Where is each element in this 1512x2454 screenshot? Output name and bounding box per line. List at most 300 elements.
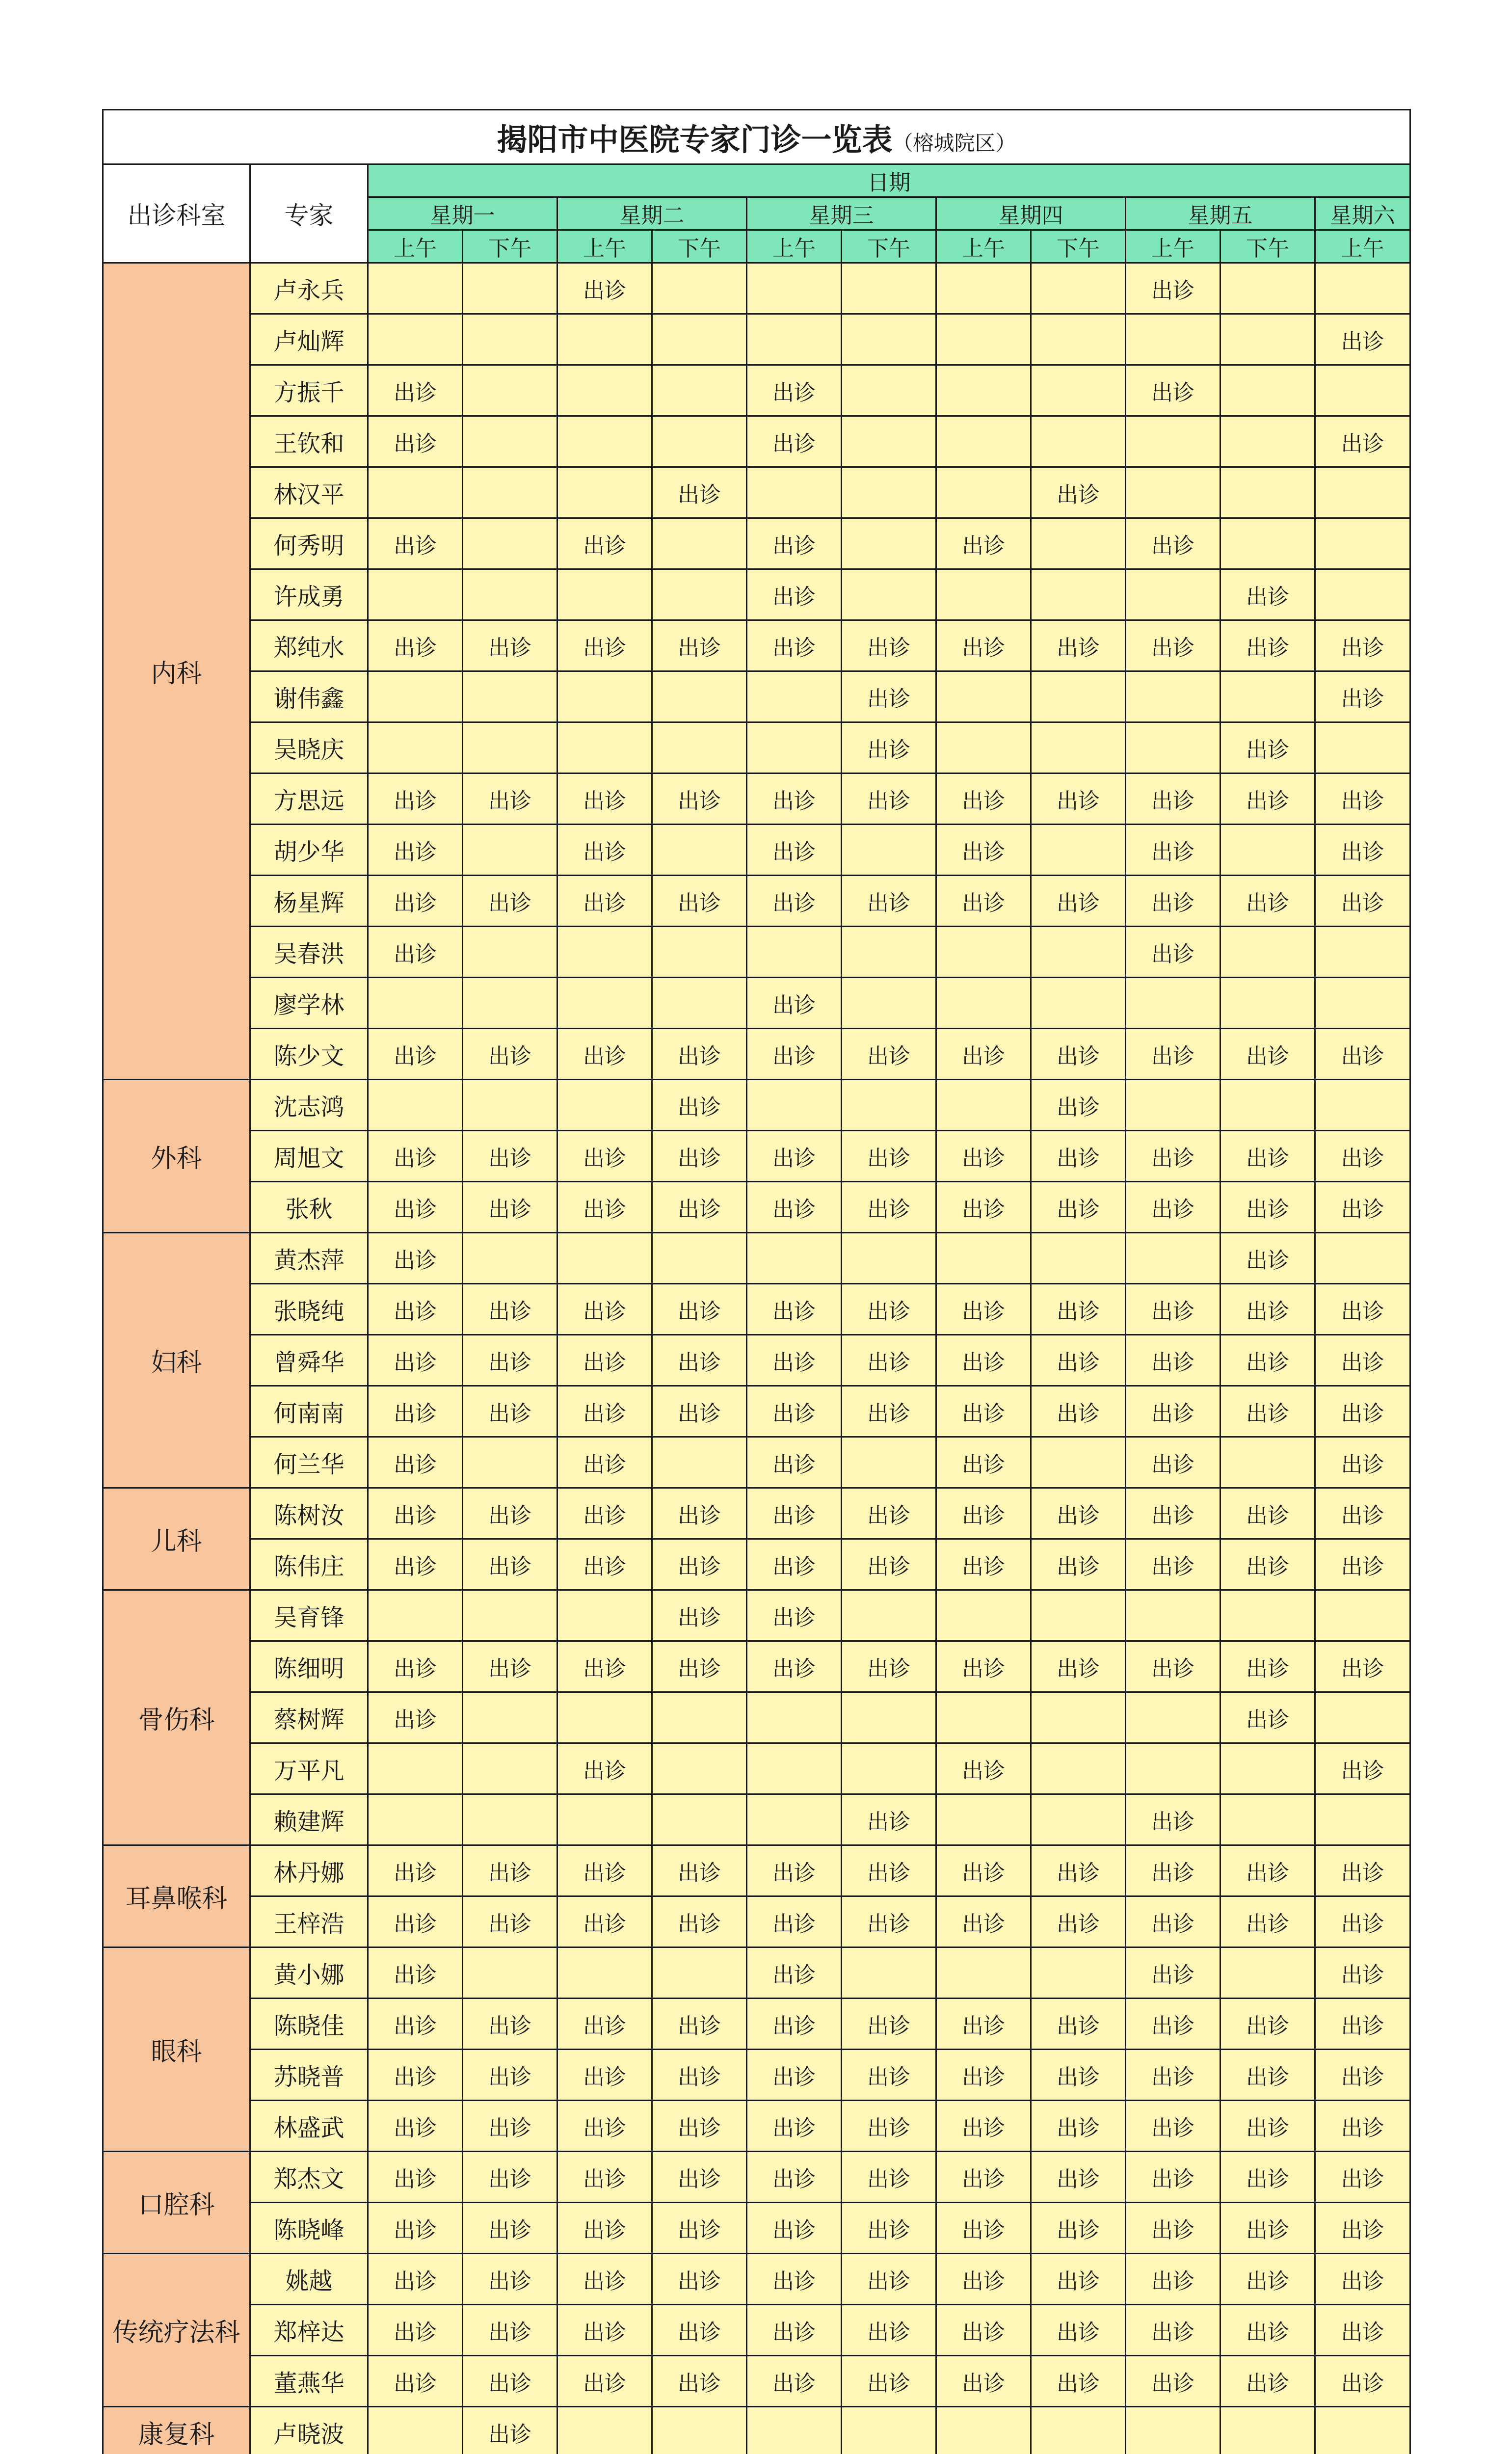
schedule-cell xyxy=(1126,1233,1220,1284)
schedule-cell xyxy=(652,978,747,1029)
schedule-cell: 出诊 xyxy=(652,2152,747,2203)
schedule-cell: 出诊 xyxy=(1126,2050,1220,2101)
schedule-cell: 出诊 xyxy=(1315,2356,1410,2407)
schedule-cell xyxy=(368,1794,463,1845)
schedule-cell: 出诊 xyxy=(557,1182,652,1233)
schedule-cell: 出诊 xyxy=(936,1029,1031,1080)
schedule-cell: 出诊 xyxy=(463,1182,557,1233)
schedule-cell: 出诊 xyxy=(557,1029,652,1080)
schedule-cell xyxy=(1031,671,1126,722)
schedule-cell xyxy=(1220,825,1315,876)
schedule-cell xyxy=(652,1743,747,1794)
table-row xyxy=(103,314,1410,365)
schedule-cell: 出诊 xyxy=(936,2101,1031,2152)
doctor-name-cell: 吴春洪 xyxy=(250,927,368,978)
doctor-name-cell: 卢晓波 xyxy=(250,2407,368,2454)
day-header-sat: 星期六 xyxy=(1315,197,1410,230)
schedule-cell: 出诊 xyxy=(463,1641,557,1692)
schedule-cell: 出诊 xyxy=(1126,518,1220,569)
schedule-cell: 出诊 xyxy=(1315,1743,1410,1794)
table-row xyxy=(103,1029,1410,1080)
schedule-cell xyxy=(368,722,463,774)
table-row xyxy=(103,2050,1410,2101)
schedule-cell: 出诊 xyxy=(463,1131,557,1182)
schedule-cell: 出诊 xyxy=(1126,825,1220,876)
schedule-cell: 出诊 xyxy=(557,1999,652,2050)
schedule-cell: 出诊 xyxy=(842,876,936,927)
table-row xyxy=(103,1233,1410,1284)
schedule-cell: 出诊 xyxy=(1031,1029,1126,1080)
schedule-cell xyxy=(842,569,936,620)
schedule-cell xyxy=(463,569,557,620)
day-header-wed: 星期三 xyxy=(747,197,936,230)
schedule-cell: 出诊 xyxy=(1315,1539,1410,1590)
schedule-cell xyxy=(557,1947,652,1999)
schedule-cell xyxy=(842,1947,936,1999)
schedule-cell: 出诊 xyxy=(1126,1488,1220,1539)
schedule-cell: 出诊 xyxy=(557,1284,652,1335)
schedule-cell xyxy=(1031,722,1126,774)
table-row xyxy=(103,2356,1410,2407)
table-row xyxy=(103,1080,1410,1131)
am-header: 上午 xyxy=(368,230,463,263)
doctor-name-cell: 郑梓达 xyxy=(250,2305,368,2356)
schedule-cell: 出诊 xyxy=(1220,876,1315,927)
schedule-cell: 出诊 xyxy=(368,2305,463,2356)
schedule-cell xyxy=(1031,1692,1126,1743)
schedule-cell xyxy=(1126,1743,1220,1794)
schedule-cell: 出诊 xyxy=(463,1284,557,1335)
schedule-cell xyxy=(1315,927,1410,978)
schedule-cell: 出诊 xyxy=(368,2101,463,2152)
schedule-cell xyxy=(557,671,652,722)
schedule-cell: 出诊 xyxy=(557,2254,652,2305)
table-row xyxy=(103,774,1410,825)
schedule-cell xyxy=(1220,2407,1315,2454)
pm-header: 下午 xyxy=(1031,230,1126,263)
schedule-cell: 出诊 xyxy=(1031,876,1126,927)
schedule-cell xyxy=(747,314,842,365)
schedule-cell: 出诊 xyxy=(368,1845,463,1896)
schedule-cell xyxy=(936,569,1031,620)
table-row xyxy=(103,1590,1410,1641)
schedule-cell xyxy=(463,518,557,569)
schedule-cell: 出诊 xyxy=(842,2254,936,2305)
schedule-cell xyxy=(463,927,557,978)
schedule-cell: 出诊 xyxy=(842,2305,936,2356)
schedule-cell: 出诊 xyxy=(936,2305,1031,2356)
schedule-cell: 出诊 xyxy=(747,1386,842,1437)
schedule-cell: 出诊 xyxy=(368,1539,463,1590)
schedule-cell: 出诊 xyxy=(842,1539,936,1590)
doctor-name-cell: 廖学林 xyxy=(250,978,368,1029)
schedule-cell: 出诊 xyxy=(368,825,463,876)
schedule-cell xyxy=(747,1233,842,1284)
doctor-name-cell: 林丹娜 xyxy=(250,1845,368,1896)
schedule-cell xyxy=(463,722,557,774)
table-row xyxy=(103,1896,1410,1947)
schedule-cell: 出诊 xyxy=(1031,2050,1126,2101)
schedule-cell xyxy=(652,518,747,569)
schedule-cell: 出诊 xyxy=(936,1335,1031,1386)
schedule-cell xyxy=(1031,2407,1126,2454)
schedule-cell: 出诊 xyxy=(463,2356,557,2407)
doctor-name-cell: 沈志鸿 xyxy=(250,1080,368,1131)
schedule-cell xyxy=(842,467,936,518)
doctor-name-cell: 林汉平 xyxy=(250,467,368,518)
schedule-cell: 出诊 xyxy=(652,1999,747,2050)
schedule-cell xyxy=(1220,263,1315,314)
schedule-cell xyxy=(368,467,463,518)
table-row xyxy=(103,978,1410,1029)
schedule-cell xyxy=(842,1080,936,1131)
schedule-cell xyxy=(1315,1692,1410,1743)
schedule-cell: 出诊 xyxy=(1315,1488,1410,1539)
schedule-cell: 出诊 xyxy=(652,1029,747,1080)
schedule-cell: 出诊 xyxy=(652,620,747,671)
schedule-cell: 出诊 xyxy=(842,722,936,774)
table-row xyxy=(103,671,1410,722)
doctor-name-cell: 何兰华 xyxy=(250,1437,368,1488)
schedule-cell: 出诊 xyxy=(936,2152,1031,2203)
schedule-cell: 出诊 xyxy=(1220,1182,1315,1233)
schedule-cell xyxy=(842,416,936,467)
schedule-cell: 出诊 xyxy=(368,2254,463,2305)
schedule-cell: 出诊 xyxy=(842,1999,936,2050)
schedule-cell: 出诊 xyxy=(747,876,842,927)
schedule-cell: 出诊 xyxy=(1031,2101,1126,2152)
schedule-cell: 出诊 xyxy=(936,1386,1031,1437)
table-row xyxy=(103,1845,1410,1896)
doctor-name-cell: 陈伟庄 xyxy=(250,1539,368,1590)
schedule-cell: 出诊 xyxy=(842,1335,936,1386)
schedule-cell: 出诊 xyxy=(936,1845,1031,1896)
schedule-cell: 出诊 xyxy=(368,876,463,927)
schedule-cell: 出诊 xyxy=(1220,569,1315,620)
schedule-cell: 出诊 xyxy=(652,2254,747,2305)
schedule-cell xyxy=(557,1080,652,1131)
schedule-cell: 出诊 xyxy=(1126,1437,1220,1488)
schedule-cell xyxy=(368,569,463,620)
schedule-cell xyxy=(1031,1590,1126,1641)
day-header-thu: 星期四 xyxy=(936,197,1126,230)
schedule-cell: 出诊 xyxy=(463,1896,557,1947)
table-row xyxy=(103,2101,1410,2152)
schedule-cell: 出诊 xyxy=(463,1539,557,1590)
schedule-cell xyxy=(936,1233,1031,1284)
day-header-tue: 星期二 xyxy=(557,197,747,230)
schedule-cell: 出诊 xyxy=(463,1845,557,1896)
schedule-cell: 出诊 xyxy=(368,1692,463,1743)
schedule-cell: 出诊 xyxy=(936,876,1031,927)
schedule-cell xyxy=(936,365,1031,416)
schedule-cell: 出诊 xyxy=(368,1131,463,1182)
schedule-cell: 出诊 xyxy=(368,1896,463,1947)
schedule-cell xyxy=(1315,365,1410,416)
schedule-cell: 出诊 xyxy=(842,1284,936,1335)
pm-header: 下午 xyxy=(1220,230,1315,263)
schedule-cell xyxy=(557,314,652,365)
schedule-cell: 出诊 xyxy=(747,569,842,620)
table-row xyxy=(103,876,1410,927)
schedule-cell: 出诊 xyxy=(652,1284,747,1335)
schedule-cell: 出诊 xyxy=(368,518,463,569)
schedule-cell xyxy=(368,2407,463,2454)
schedule-cell xyxy=(557,2407,652,2454)
schedule-cell: 出诊 xyxy=(936,1488,1031,1539)
schedule-cell xyxy=(652,1233,747,1284)
schedule-cell: 出诊 xyxy=(1220,1641,1315,1692)
schedule-cell: 出诊 xyxy=(1220,1335,1315,1386)
schedule-cell: 出诊 xyxy=(1031,1386,1126,1437)
schedule-cell: 出诊 xyxy=(1031,1335,1126,1386)
schedule-cell xyxy=(842,978,936,1029)
schedule-cell: 出诊 xyxy=(368,1437,463,1488)
department-cell: 外科 xyxy=(103,1080,250,1233)
schedule-cell xyxy=(747,2407,842,2454)
table-row xyxy=(103,1131,1410,1182)
department-cell: 骨伤科 xyxy=(103,1590,250,1845)
schedule-cell xyxy=(842,314,936,365)
schedule-cell: 出诊 xyxy=(936,2050,1031,2101)
schedule-cell xyxy=(1031,416,1126,467)
schedule-cell: 出诊 xyxy=(463,2152,557,2203)
schedule-cell: 出诊 xyxy=(652,1590,747,1641)
schedule-cell xyxy=(463,1233,557,1284)
schedule-cell: 出诊 xyxy=(1031,1845,1126,1896)
doctor-name-cell: 林盛武 xyxy=(250,2101,368,2152)
schedule-table xyxy=(102,109,1411,2454)
schedule-cell: 出诊 xyxy=(463,1999,557,2050)
schedule-cell: 出诊 xyxy=(747,978,842,1029)
schedule-cell: 出诊 xyxy=(1031,1131,1126,1182)
schedule-cell: 出诊 xyxy=(1126,1999,1220,2050)
schedule-cell: 出诊 xyxy=(1220,2152,1315,2203)
schedule-cell: 出诊 xyxy=(557,1335,652,1386)
schedule-cell: 出诊 xyxy=(1315,774,1410,825)
schedule-cell: 出诊 xyxy=(1315,1284,1410,1335)
table-title xyxy=(103,110,1410,164)
schedule-cell: 出诊 xyxy=(842,2356,936,2407)
department-cell: 康复科 xyxy=(103,2407,250,2454)
schedule-cell xyxy=(842,1437,936,1488)
schedule-cell: 出诊 xyxy=(557,774,652,825)
schedule-cell xyxy=(1315,2407,1410,2454)
schedule-cell: 出诊 xyxy=(747,1539,842,1590)
schedule-cell xyxy=(652,1794,747,1845)
schedule-cell xyxy=(936,314,1031,365)
schedule-cell: 出诊 xyxy=(368,1029,463,1080)
schedule-cell: 出诊 xyxy=(1220,1999,1315,2050)
schedule-cell xyxy=(747,722,842,774)
schedule-cell: 出诊 xyxy=(747,416,842,467)
schedule-cell xyxy=(1220,1947,1315,1999)
schedule-cell: 出诊 xyxy=(747,1335,842,1386)
schedule-cell xyxy=(936,978,1031,1029)
schedule-cell: 出诊 xyxy=(652,2203,747,2254)
schedule-cell: 出诊 xyxy=(652,2101,747,2152)
schedule-cell xyxy=(747,1080,842,1131)
schedule-cell: 出诊 xyxy=(747,774,842,825)
department-cell: 口腔科 xyxy=(103,2152,250,2254)
schedule-cell: 出诊 xyxy=(368,2152,463,2203)
schedule-cell xyxy=(463,365,557,416)
schedule-cell: 出诊 xyxy=(842,1845,936,1896)
am-header: 上午 xyxy=(557,230,652,263)
schedule-cell: 出诊 xyxy=(1315,1845,1410,1896)
doctor-name-cell: 胡少华 xyxy=(250,825,368,876)
schedule-cell: 出诊 xyxy=(936,2356,1031,2407)
table-row xyxy=(103,365,1410,416)
schedule-cell: 出诊 xyxy=(1126,1386,1220,1437)
schedule-cell: 出诊 xyxy=(1031,1284,1126,1335)
schedule-cell: 出诊 xyxy=(368,2203,463,2254)
schedule-cell: 出诊 xyxy=(936,1999,1031,2050)
schedule-cell: 出诊 xyxy=(1315,2050,1410,2101)
schedule-cell xyxy=(936,1080,1031,1131)
schedule-cell xyxy=(463,1743,557,1794)
doctor-name-cell: 谢伟鑫 xyxy=(250,671,368,722)
table-row xyxy=(103,1794,1410,1845)
schedule-cell: 出诊 xyxy=(842,2203,936,2254)
schedule-cell xyxy=(1220,1590,1315,1641)
department-cell: 内科 xyxy=(103,263,250,1080)
doctor-name-cell: 吴晓庆 xyxy=(250,722,368,774)
schedule-cell: 出诊 xyxy=(652,774,747,825)
department-cell: 眼科 xyxy=(103,1947,250,2152)
schedule-cell: 出诊 xyxy=(936,1437,1031,1488)
table-row xyxy=(103,2152,1410,2203)
schedule-cell: 出诊 xyxy=(368,2050,463,2101)
schedule-cell: 出诊 xyxy=(747,1029,842,1080)
schedule-cell: 出诊 xyxy=(652,876,747,927)
schedule-cell: 出诊 xyxy=(936,774,1031,825)
schedule-cell: 出诊 xyxy=(747,1999,842,2050)
schedule-cell: 出诊 xyxy=(1126,365,1220,416)
schedule-cell: 出诊 xyxy=(368,927,463,978)
schedule-cell: 出诊 xyxy=(936,2254,1031,2305)
schedule-cell: 出诊 xyxy=(1126,2203,1220,2254)
schedule-cell: 出诊 xyxy=(1315,2101,1410,2152)
schedule-cell xyxy=(368,978,463,1029)
schedule-cell xyxy=(842,1590,936,1641)
schedule-cell: 出诊 xyxy=(842,1794,936,1845)
schedule-cell: 出诊 xyxy=(1031,1080,1126,1131)
schedule-cell: 出诊 xyxy=(1315,1641,1410,1692)
schedule-cell: 出诊 xyxy=(652,1641,747,1692)
schedule-cell: 出诊 xyxy=(1031,2152,1126,2203)
doctor-name-cell: 吴育锋 xyxy=(250,1590,368,1641)
schedule-cell: 出诊 xyxy=(368,1386,463,1437)
table-row xyxy=(103,518,1410,569)
schedule-cell xyxy=(463,1947,557,1999)
schedule-cell: 出诊 xyxy=(1126,1029,1220,1080)
doctor-name-cell: 方振千 xyxy=(250,365,368,416)
schedule-cell xyxy=(842,825,936,876)
table-row xyxy=(103,1437,1410,1488)
schedule-cell: 出诊 xyxy=(1126,2101,1220,2152)
schedule-cell: 出诊 xyxy=(1126,1335,1220,1386)
schedule-cell xyxy=(842,263,936,314)
table-row xyxy=(103,2254,1410,2305)
schedule-cell: 出诊 xyxy=(1220,2050,1315,2101)
schedule-cell xyxy=(936,722,1031,774)
schedule-cell: 出诊 xyxy=(463,2101,557,2152)
schedule-cell: 出诊 xyxy=(936,1641,1031,1692)
schedule-cell: 出诊 xyxy=(652,1896,747,1947)
schedule-cell xyxy=(1315,978,1410,1029)
doctor-name-cell: 陈晓峰 xyxy=(250,2203,368,2254)
schedule-cell xyxy=(1031,314,1126,365)
table-row xyxy=(103,416,1410,467)
schedule-cell: 出诊 xyxy=(1315,2152,1410,2203)
doctor-name-cell: 张晓纯 xyxy=(250,1284,368,1335)
page-title: 揭阳市中医院专家门诊一览表 xyxy=(497,121,893,158)
schedule-cell: 出诊 xyxy=(557,518,652,569)
schedule-cell xyxy=(936,1590,1031,1641)
schedule-cell: 出诊 xyxy=(1315,2203,1410,2254)
schedule-cell xyxy=(1315,1080,1410,1131)
schedule-cell: 出诊 xyxy=(1031,2254,1126,2305)
schedule-cell xyxy=(1220,1437,1315,1488)
table-row xyxy=(103,1743,1410,1794)
schedule-cell: 出诊 xyxy=(1220,2305,1315,2356)
table-row xyxy=(103,1335,1410,1386)
page-subtitle: （榕城院区） xyxy=(892,131,1016,155)
doctor-name-cell: 卢永兵 xyxy=(250,263,368,314)
schedule-cell xyxy=(368,1080,463,1131)
schedule-cell: 出诊 xyxy=(1126,1539,1220,1590)
schedule-cell: 出诊 xyxy=(1220,1029,1315,1080)
schedule-cell xyxy=(747,1794,842,1845)
schedule-cell xyxy=(747,1692,842,1743)
schedule-cell: 出诊 xyxy=(1031,620,1126,671)
schedule-cell: 出诊 xyxy=(557,825,652,876)
schedule-cell xyxy=(842,518,936,569)
schedule-cell: 出诊 xyxy=(368,1488,463,1539)
schedule-cell: 出诊 xyxy=(842,671,936,722)
schedule-cell: 出诊 xyxy=(463,2305,557,2356)
schedule-cell: 出诊 xyxy=(1220,1488,1315,1539)
schedule-cell xyxy=(936,927,1031,978)
schedule-cell: 出诊 xyxy=(1126,1641,1220,1692)
schedule-cell: 出诊 xyxy=(368,1233,463,1284)
schedule-cell: 出诊 xyxy=(1031,467,1126,518)
schedule-cell xyxy=(1126,467,1220,518)
schedule-cell: 出诊 xyxy=(747,2050,842,2101)
schedule-cell xyxy=(652,671,747,722)
doctor-name-cell: 张秋 xyxy=(250,1182,368,1233)
schedule-cell: 出诊 xyxy=(747,2356,842,2407)
schedule-cell: 出诊 xyxy=(1220,2254,1315,2305)
table-row xyxy=(103,1999,1410,2050)
schedule-cell xyxy=(463,1437,557,1488)
schedule-cell: 出诊 xyxy=(1315,2305,1410,2356)
schedule-cell xyxy=(652,722,747,774)
schedule-cell xyxy=(1126,1590,1220,1641)
schedule-cell: 出诊 xyxy=(1031,1182,1126,1233)
doctor-name-cell: 黄杰萍 xyxy=(250,1233,368,1284)
schedule-cell: 出诊 xyxy=(842,1131,936,1182)
schedule-cell: 出诊 xyxy=(1220,2203,1315,2254)
doctor-name-cell: 董燕华 xyxy=(250,2356,368,2407)
schedule-cell: 出诊 xyxy=(652,2050,747,2101)
schedule-cell xyxy=(936,1794,1031,1845)
table-row xyxy=(103,1182,1410,1233)
schedule-cell: 出诊 xyxy=(557,1845,652,1896)
schedule-cell: 出诊 xyxy=(652,2356,747,2407)
schedule-cell xyxy=(1315,263,1410,314)
